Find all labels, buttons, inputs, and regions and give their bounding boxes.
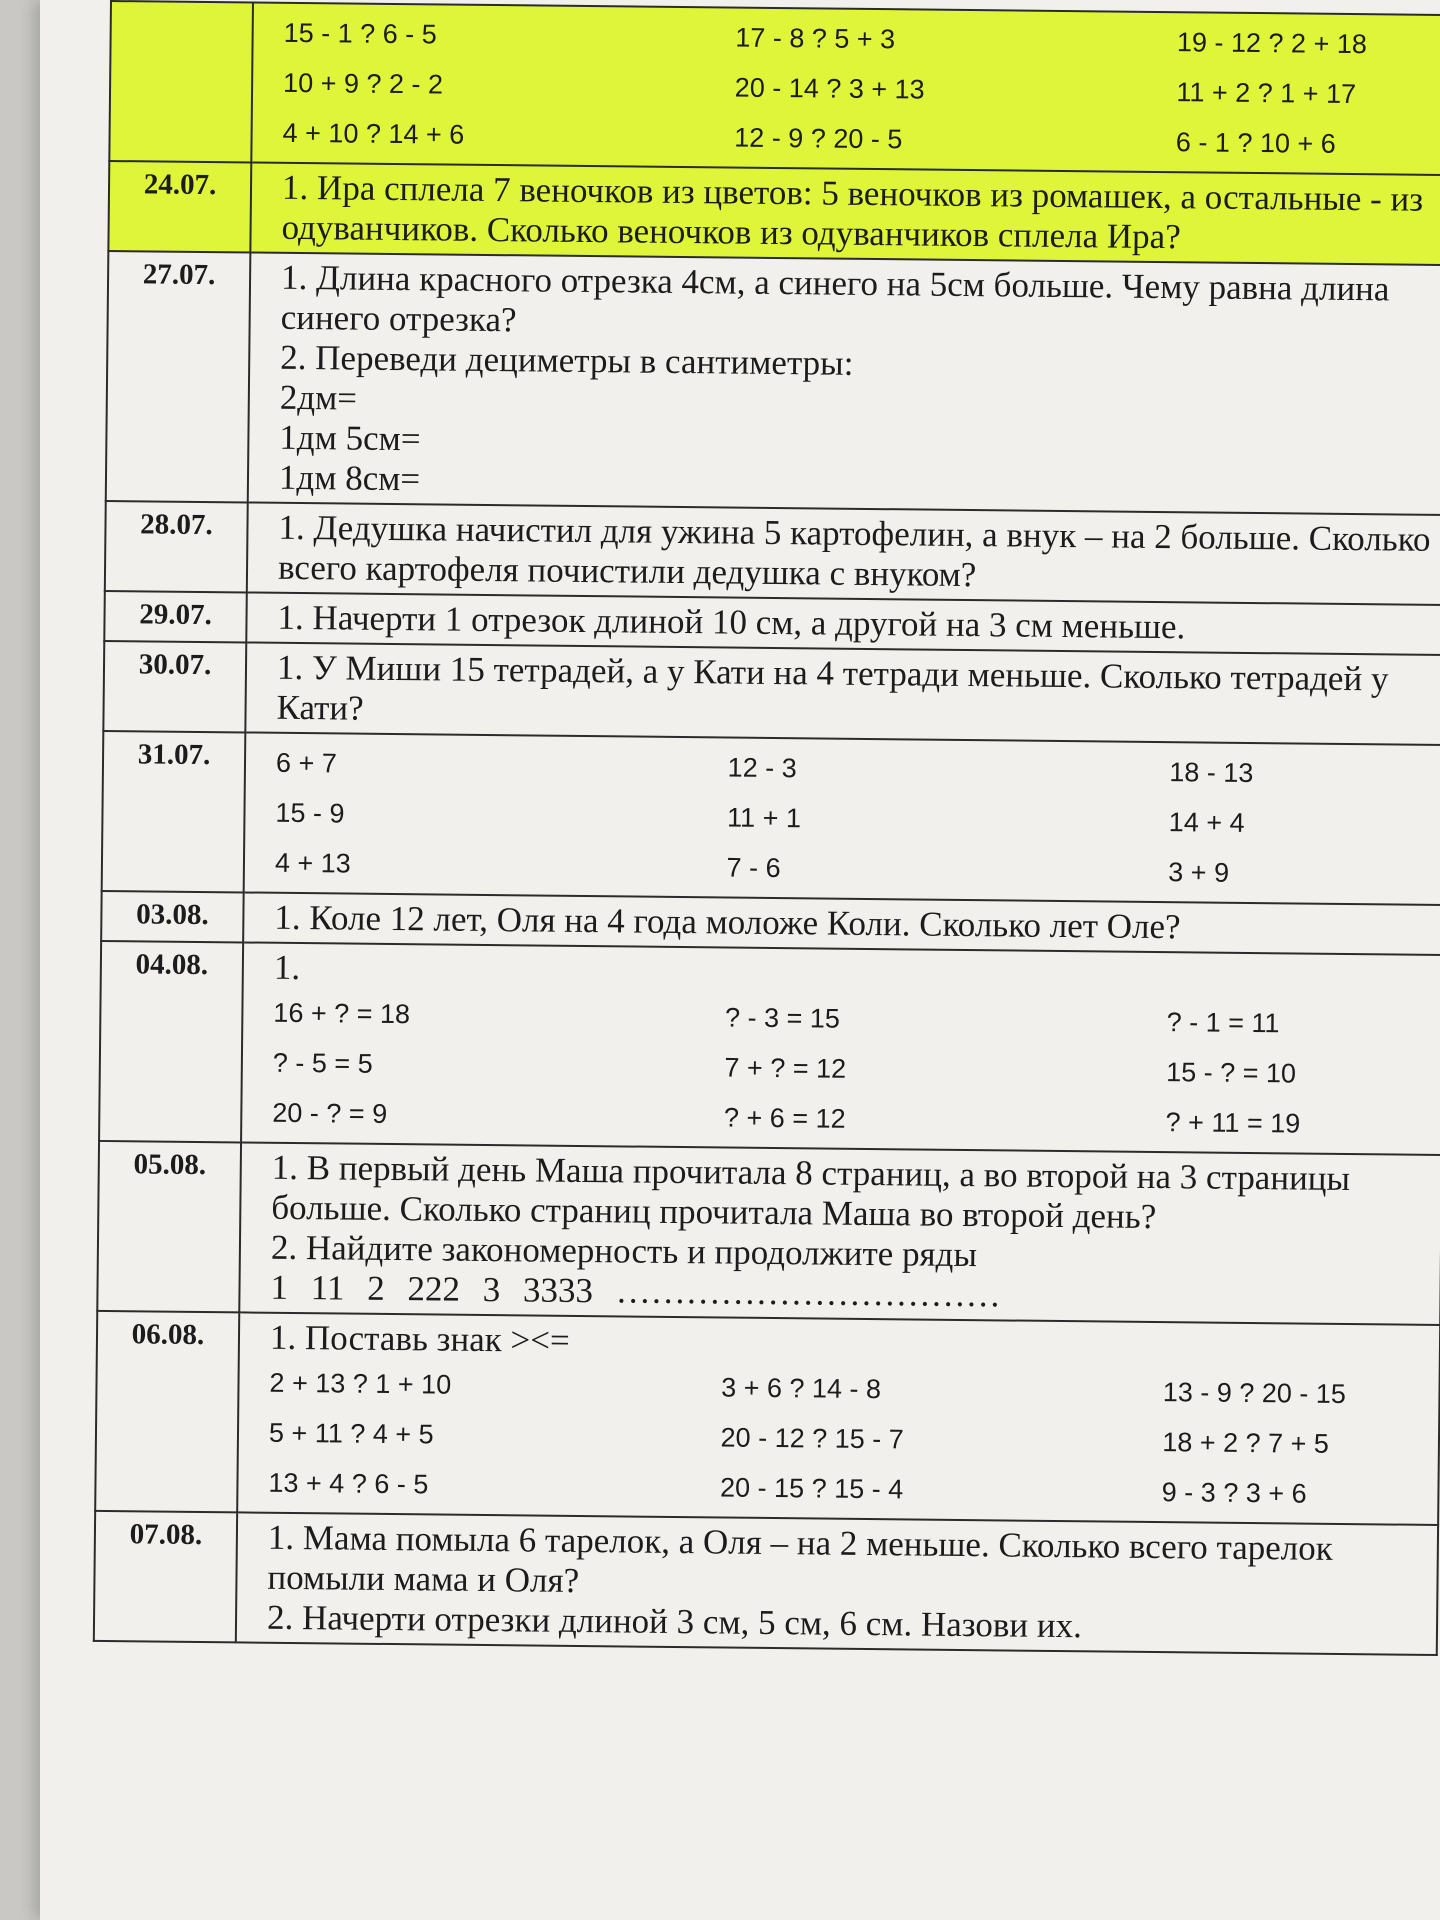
expression-column [1066,16,1439,170]
task-text: 1. Дедушка начистил для ужина 5 картофелин, а внук – на 2 больше. Сколько всего картофеля почистили дедушка с внуком? [277,507,1431,595]
math-expression: 17 - 8 ? 5 + 3 [735,22,896,55]
math-expression: 4 + 10 ? 14 + 6 [282,117,465,150]
task-text: 2. Найдите закономерность и продолжите ряды [270,1227,978,1275]
row-date: 07.08. [94,1511,237,1642]
expression-column [1055,996,1428,1150]
math-expression: 14 + 4 [1168,807,1245,838]
math-expression: 2 + 13 ? 1 + 10 [269,1367,452,1400]
assignment-table [93,0,1440,1656]
row-date: 31.07. [102,731,246,892]
expression-column [1052,1366,1425,1520]
math-expression: 6 + 7 [275,747,337,779]
row-content [241,942,1440,1155]
task-text: 1. [273,947,301,988]
row-date: 27.07. [106,251,251,502]
row-content [248,252,1440,515]
math-expression: 3 + 9 [1168,857,1230,888]
math-expression: 10 + 9 ? 2 - 2 [282,67,444,100]
math-expression: 15 - 1 ? 6 - 5 [283,17,437,50]
schedule-row [105,501,1440,605]
task-text: 2. Переведи дециметры в сантиметры: [280,337,854,383]
schedule-row [95,1311,1440,1525]
expression-column [268,1358,641,1512]
math-expression: 3 + 6 ? 14 - 8 [721,1372,882,1405]
schedule-row [106,251,1440,515]
math-expression: 11 + 2 ? 1 + 17 [1176,77,1357,110]
math-expression: 16 + ? = 18 [273,997,411,1030]
math-expression: 7 + ? = 12 [724,1052,847,1084]
expression-grid [282,8,1439,170]
row-content [245,642,1440,745]
task-text: 1дм 8см= [278,457,421,499]
task-text: 1. Коле 12 лет, Оля на 4 года моложе Коли. Сколько лет Оле? [274,897,1181,947]
expression-column [666,742,1039,896]
task-text: 2дм= [279,377,358,418]
schedule-row [94,1511,1438,1655]
task-text: 1. В первый день Маша прочитала 8 страниц, а во второй на 3 страницы больше. Сколько страниц прочитала Маша во второй день? [271,1147,1351,1237]
row-date: 06.08. [95,1311,239,1512]
math-expression: 9 - 3 ? 3 + 6 [1161,1477,1307,1509]
schedule-row [108,161,1440,265]
expression-column [282,8,655,162]
schedule-row [102,731,1440,905]
row-date: 29.07. [104,591,247,642]
math-expression: 18 - 13 [1169,757,1254,789]
expression-grid [275,738,1432,900]
expression-grid [272,988,1429,1150]
math-expression: 6 - 1 ? 10 + 6 [1175,127,1336,159]
expression-column [1058,746,1431,900]
math-expression: ? - 3 = 15 [724,1002,841,1034]
row-date: 05.08. [97,1141,241,1312]
math-expression: 13 + 4 ? 6 - 5 [268,1467,429,1500]
assignment-sheet [93,0,1440,1656]
row-date: 03.08. [101,891,244,942]
math-expression: ? + 11 = 19 [1165,1107,1301,1139]
row-content [244,732,1440,905]
row-content [236,1512,1438,1655]
schedule-row [99,941,1440,1155]
schedule-row [97,1141,1440,1325]
task-text: 2. Начерти отрезки длиной 3 см, 5 см, 6 см. Назови их. [266,1597,1083,1646]
row-content [237,1312,1440,1525]
expression-column [272,988,645,1142]
math-expression: ? + 6 = 12 [723,1102,846,1134]
math-expression: 18 + 2 ? 7 + 5 [1162,1427,1330,1459]
task-text: 1дм 5см= [279,417,421,459]
row-date: 24.07. [108,161,251,252]
math-expression: ? - 5 = 5 [272,1047,373,1079]
row-content [250,162,1440,265]
task-text: 1. Начерти 1 отрезок длиной 10 см, а другой на 3 см меньше. [277,597,1186,647]
math-expression: ? - 1 = 11 [1166,1007,1280,1039]
row-content [247,502,1440,605]
task-text: 1. Ира сплела 7 веночков из цветов: 5 веночков из ромашек, а остальные - из одуванчиков. Сколько веночков из одуванчиков сплела Ира? [281,167,1424,257]
schedule-row [109,1,1440,175]
row-date: 28.07. [105,501,248,592]
expression-column [275,738,648,892]
math-expression: 12 - 3 [727,752,797,784]
number-sequence: 1 11 2 222 3 3333 …………………………… [270,1267,1001,1315]
math-expression: 20 - 12 ? 15 - 7 [720,1422,904,1455]
schedule-row [103,641,1440,745]
workbook-page [40,0,1440,1920]
expression-grid [268,1358,1425,1520]
expression-column [674,12,1047,166]
task-text: 1. Поставь знак ><= [269,1317,570,1360]
task-text: 1. Длина красного отрезка 4см, а синего на 5см больше. Чему равна длина синего отрезка? [280,257,1390,340]
math-expression: 20 - 15 ? 15 - 4 [719,1472,904,1505]
math-expression: 4 + 13 [274,847,351,879]
math-expression: 7 - 6 [726,852,781,884]
row-content [239,1142,1440,1325]
math-expression: 20 - 14 ? 3 + 13 [734,72,925,105]
task-text: 1. Мама помыла 6 тарелок, а Оля – на 2 меньше. Сколько всего тарелок помыли мама и Оля? [267,1517,1333,1600]
row-date [109,1,253,162]
math-expression: 11 + 1 [726,802,802,834]
math-expression: 15 - 9 [275,797,345,829]
math-expression: 13 - 9 ? 20 - 15 [1162,1377,1347,1410]
task-text: 1. У Миши 15 тетрадей, а у Кати на 4 тетради меньше. Сколько тетрадей у Кати? [276,647,1389,728]
math-expression: 12 - 9 ? 20 - 5 [734,122,903,155]
expression-column [664,992,1037,1146]
math-expression: 19 - 12 ? 2 + 18 [1176,27,1367,60]
expression-column [660,1362,1033,1516]
row-content [251,2,1440,175]
row-date: 30.07. [103,641,246,732]
math-expression: 5 + 11 ? 4 + 5 [268,1417,434,1450]
math-expression: 20 - ? = 9 [272,1097,388,1129]
math-expression: 15 - ? = 10 [1166,1057,1297,1089]
row-date: 04.08. [99,941,243,1142]
